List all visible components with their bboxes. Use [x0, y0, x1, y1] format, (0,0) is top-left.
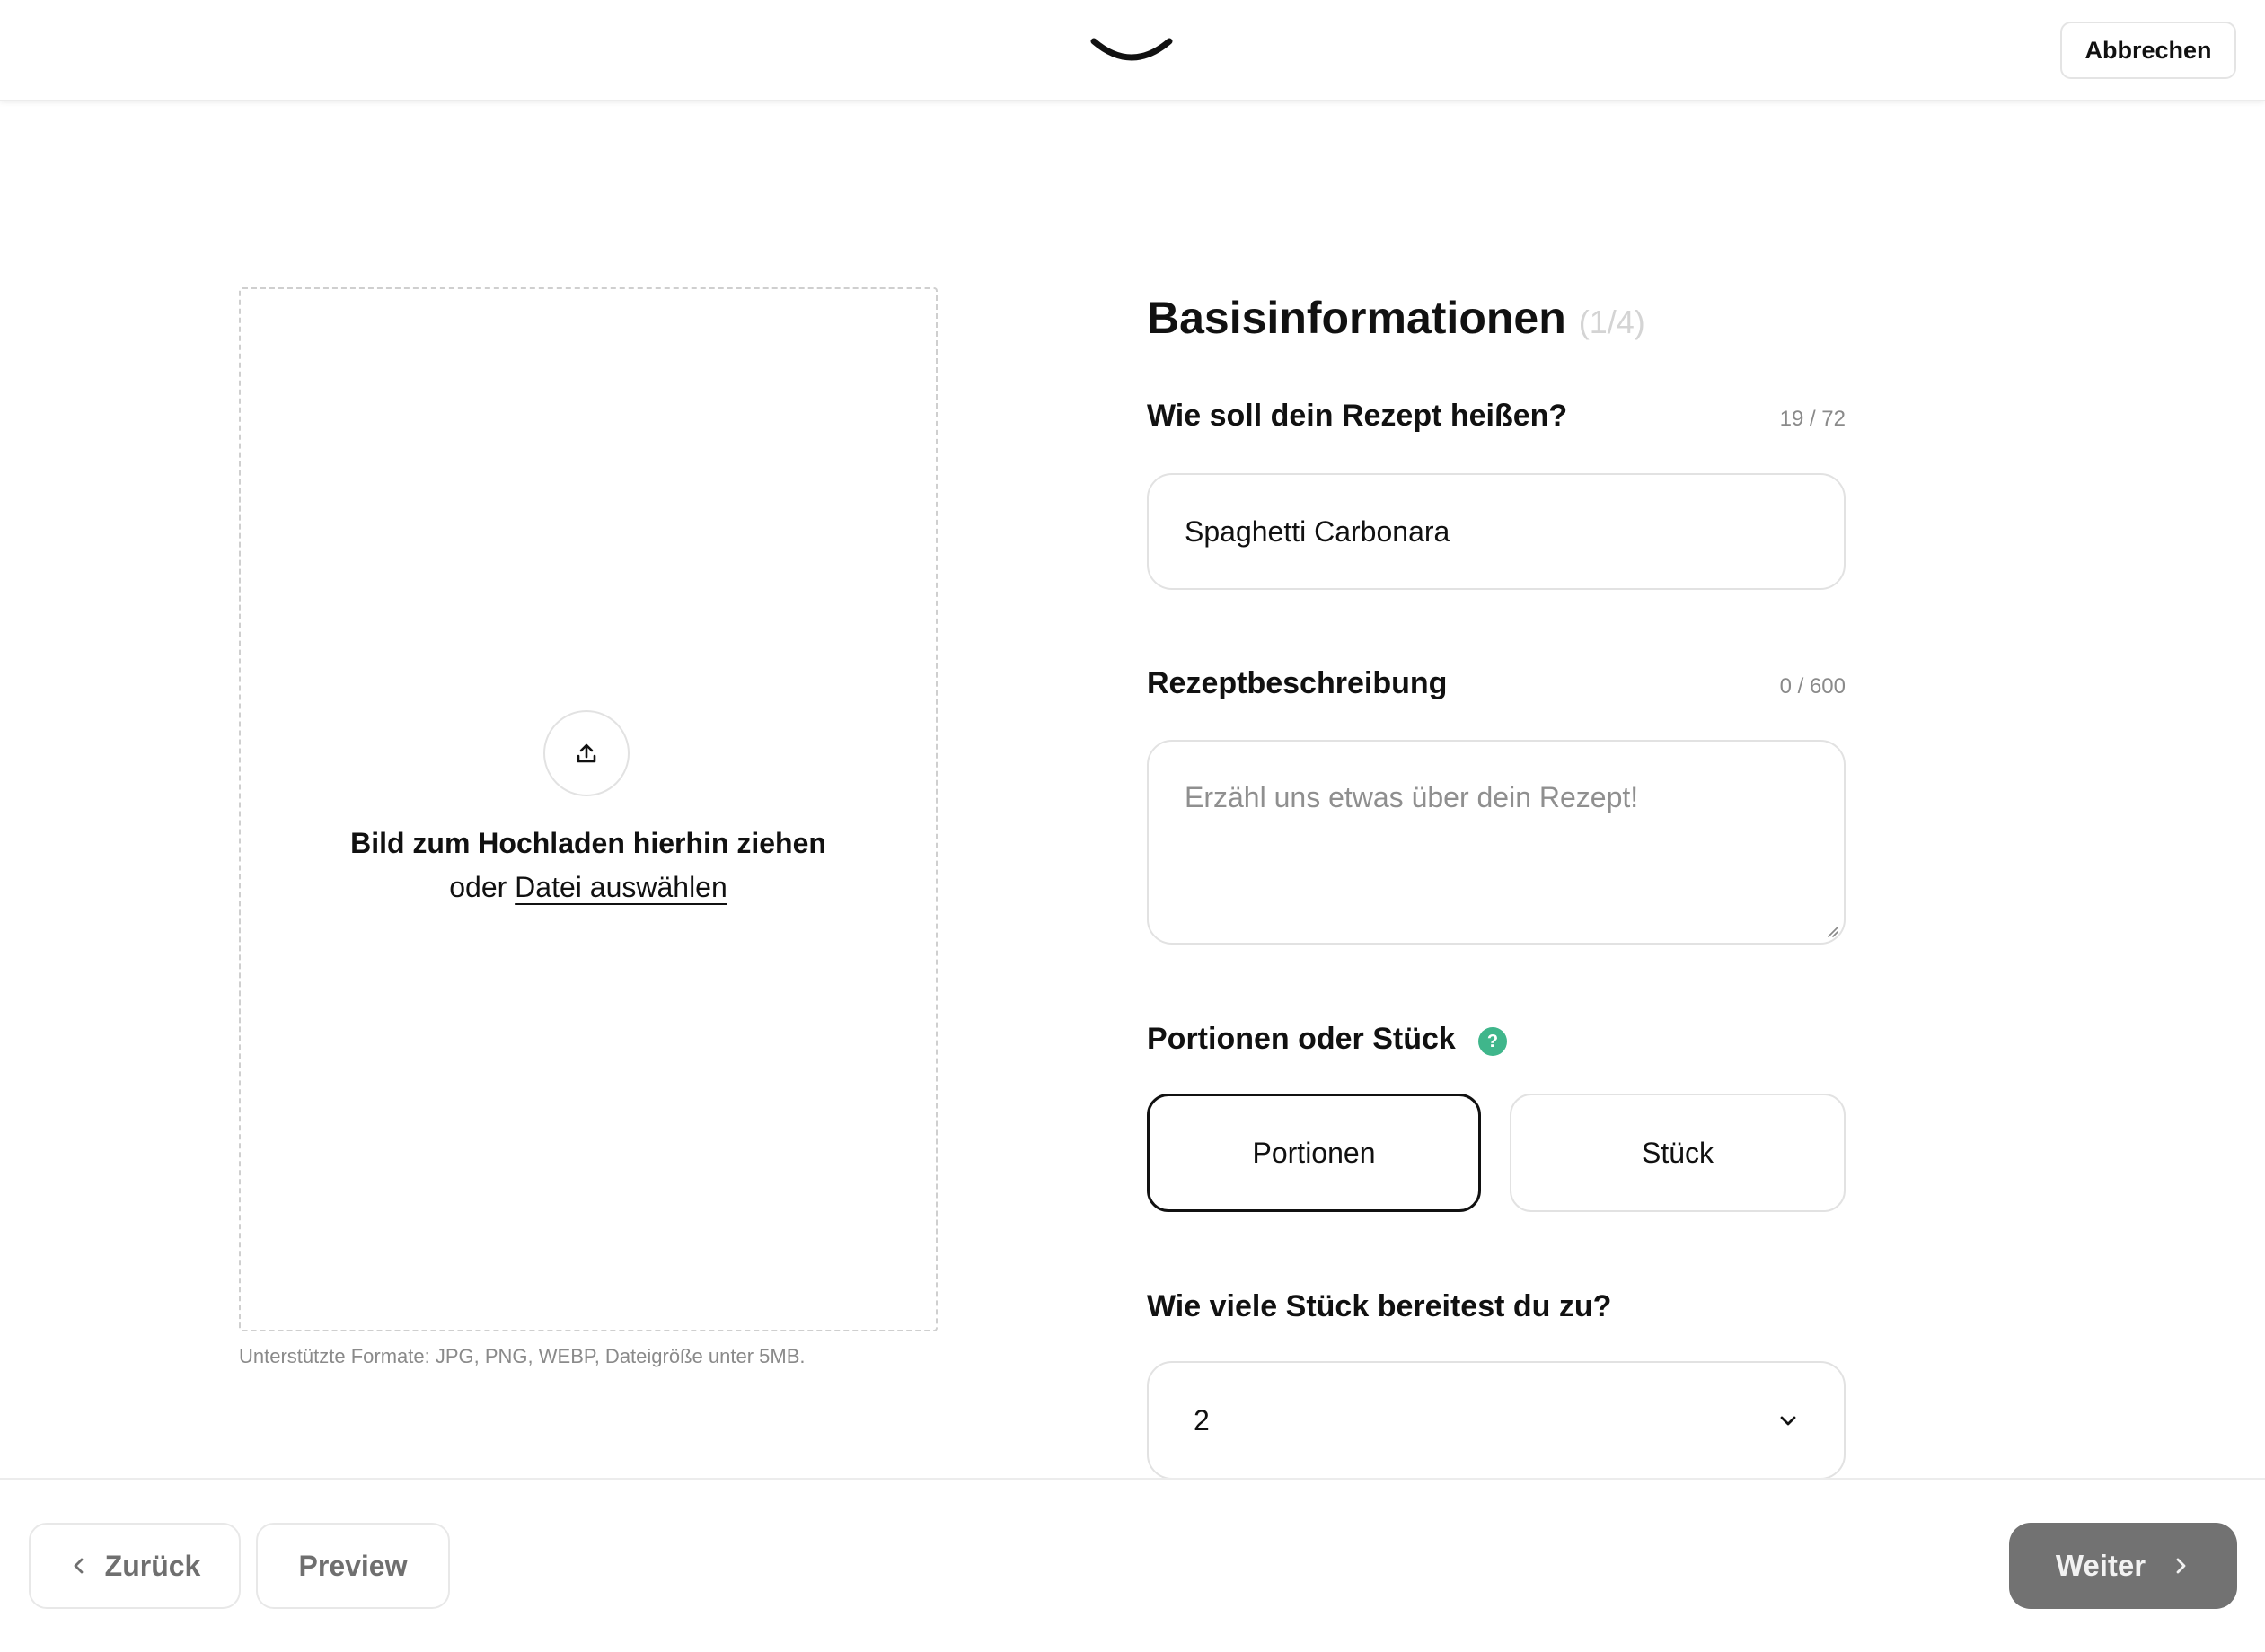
preview-button[interactable]	[256, 1523, 450, 1609]
upload-button[interactable]	[543, 710, 630, 796]
choose-file-link[interactable]: Datei auswählen	[515, 871, 727, 903]
smile-logo-icon	[1087, 27, 1177, 72]
recipe-name-value: Spaghetti Carbonara	[1185, 514, 1450, 548]
recipe-name-input[interactable]	[1147, 473, 1846, 590]
option-stueck[interactable]: Stück	[1510, 1094, 1846, 1212]
recipe-name-label: Wie soll dein Rezept heißen?	[1147, 399, 1568, 433]
description-textarea[interactable]	[1147, 740, 1846, 945]
upload-subtitle	[239, 871, 938, 904]
formats-note: Unterstützte Formate: JPG, PNG, WEBP, Dateigröße unter 5MB.	[239, 1345, 806, 1367]
top-bar	[0, 0, 2265, 101]
description-placeholder: Erzähl uns etwas über dein Rezept!	[1185, 781, 1639, 813]
back-label: Zurück	[104, 1549, 201, 1582]
unit-label: Portionen oder Stück	[1147, 1022, 1456, 1056]
chevron-left-icon	[69, 1555, 87, 1577]
description-label: Rezeptbeschreibung	[1147, 666, 1448, 700]
help-icon[interactable]: ?	[1478, 1027, 1507, 1056]
back-button[interactable]	[29, 1523, 241, 1609]
next-label: Weiter	[2055, 1549, 2146, 1582]
chevron-down-icon	[1777, 1410, 1799, 1431]
upload-icon	[575, 742, 598, 765]
quantity-label: Wie viele Stück bereitest du zu?	[1147, 1289, 1612, 1323]
quantity-select[interactable]	[1147, 1361, 1846, 1480]
option-portionen[interactable]: Portionen	[1147, 1094, 1481, 1212]
page-title	[1147, 292, 1645, 344]
description-counter: 0 / 600	[1779, 674, 1846, 699]
step-indicator: (1/4)	[1578, 303, 1645, 340]
preview-label: Preview	[298, 1549, 408, 1582]
image-dropzone[interactable]	[239, 287, 938, 1331]
upload-title: Bild zum Hochladen hierhin ziehen	[350, 827, 826, 859]
cancel-button[interactable]: Abbrechen	[2060, 22, 2236, 79]
quantity-value: 2	[1194, 1403, 1210, 1437]
chevron-right-icon	[2172, 1555, 2190, 1577]
recipe-name-counter: 19 / 72	[1779, 407, 1846, 431]
upload-prefix: oder	[449, 871, 507, 903]
page-title-text: Basisinformationen	[1147, 293, 1566, 343]
resize-handle-icon[interactable]	[1824, 923, 1838, 937]
next-button[interactable]	[2009, 1523, 2237, 1609]
